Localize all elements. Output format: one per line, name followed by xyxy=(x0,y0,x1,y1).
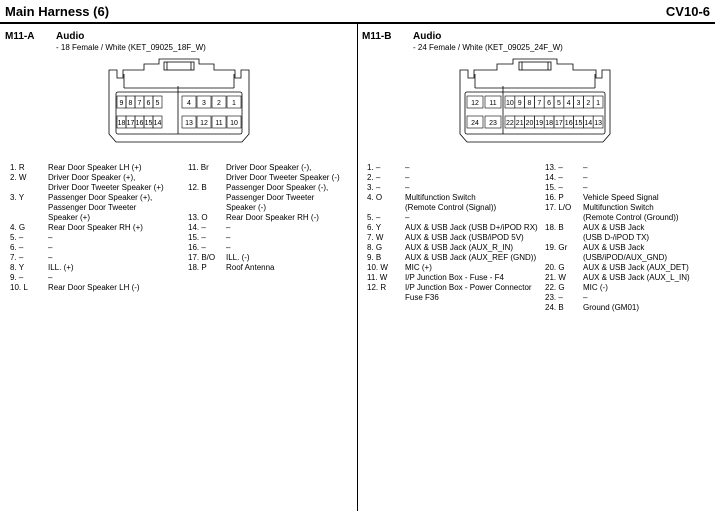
pin-description: Rear Door Speaker LH (+) xyxy=(48,163,142,172)
pin-cell-label: 14 xyxy=(584,120,593,127)
pin-description: Driver Door Speaker (+), xyxy=(48,173,136,182)
pin-cell-label: 18 xyxy=(117,120,126,127)
pin-description: – xyxy=(583,293,588,302)
pin-description: Passenger Door Tweeter xyxy=(226,193,315,202)
pin-cell-label: 3 xyxy=(202,100,206,107)
pin-number: 16. P xyxy=(545,193,564,202)
pin-number: 2. – xyxy=(367,173,381,182)
pin-cell-label: 13 xyxy=(594,120,602,127)
pin-cell-label: 12 xyxy=(200,120,208,127)
pin-cell-label: 15 xyxy=(574,120,583,127)
pin-number: 22. G xyxy=(545,283,565,292)
pin-number: 11. W xyxy=(367,273,388,282)
pin-number: 4. G xyxy=(10,223,26,232)
pin-cell-label: 6 xyxy=(146,100,151,107)
pin-cell-label: 16 xyxy=(564,120,573,127)
pin-cell-label: 16 xyxy=(135,120,144,127)
pin-description: ILL. (-) xyxy=(226,253,250,262)
pin-cell-label: 11 xyxy=(215,120,223,127)
left-connector-diagram xyxy=(104,56,254,146)
pin-number: 1. – xyxy=(367,163,381,172)
pin-number: 17. B/O xyxy=(188,253,216,262)
pin-description: ILL. (+) xyxy=(48,263,74,272)
pin-description: – xyxy=(405,163,410,172)
pin-number: 12. B xyxy=(188,183,207,192)
pin-description: – xyxy=(48,243,53,252)
pin-cell-label: 6 xyxy=(547,100,552,107)
pin-description: AUX & USB Jack (AUX_REF (GND)) xyxy=(405,253,537,262)
page-header xyxy=(0,0,715,24)
pin-cell-label: 14 xyxy=(153,120,162,127)
pin-description: MIC (+) xyxy=(405,263,432,272)
pin-number: 24. B xyxy=(545,303,564,312)
pin-cell-label: 17 xyxy=(126,120,135,127)
pin-cell-label: 20 xyxy=(525,120,534,127)
pin-description: Passenger Door Speaker (-), xyxy=(226,183,329,192)
left-connector-code: M11-A xyxy=(5,31,35,42)
pin-cell-label: 5 xyxy=(556,100,561,107)
pin-cell-label: 3 xyxy=(576,100,581,107)
pin-number: 10. L xyxy=(10,283,28,292)
pin-cell-label: 23 xyxy=(489,120,497,127)
pin-description: – xyxy=(48,233,53,242)
pin-number: 17. L/O xyxy=(545,203,572,212)
pin-description: AUX & USB Jack xyxy=(583,223,645,232)
pin-number: 9. B xyxy=(367,253,382,262)
pin-description: Driver Door Speaker (-), xyxy=(226,163,312,172)
right-connector-title: Audio xyxy=(413,31,442,42)
pin-description: AUX & USB Jack (AUX_DET) xyxy=(583,263,689,272)
pin-description: – xyxy=(405,173,410,182)
pin-cell-label: 1 xyxy=(232,100,236,107)
pin-description: – xyxy=(405,183,410,192)
pin-cell-label: 4 xyxy=(566,100,571,107)
pin-cell-label: 10 xyxy=(506,100,514,107)
pin-description: AUX & USB Jack xyxy=(583,243,645,252)
pin-number: 21. W xyxy=(545,273,566,282)
pin-description: (USB D-/iPOD TX) xyxy=(583,233,650,242)
pin-description: Rear Door Speaker LH (-) xyxy=(48,283,140,292)
pin-cell-label: 2 xyxy=(217,100,221,107)
pin-cell-label: 5 xyxy=(155,100,160,107)
pin-cell-label: 19 xyxy=(535,120,544,127)
pin-number: 5. – xyxy=(10,233,24,242)
pin-cell-label: 12 xyxy=(471,100,479,107)
pin-description: Driver Door Tweeter Speaker (+) xyxy=(48,183,164,192)
page-title: Main Harness (6) xyxy=(5,4,110,19)
pin-number: 2. W xyxy=(10,173,27,182)
page-code: CV10-6 xyxy=(665,4,710,19)
pin-description: Vehicle Speed Signal xyxy=(583,193,659,202)
pin-number: 15. – xyxy=(188,233,206,242)
pin-description: – xyxy=(48,273,53,282)
pin-number: 7. W xyxy=(367,233,384,242)
pin-number: 13. O xyxy=(188,213,208,222)
pin-cell-label: 18 xyxy=(545,120,553,127)
right-connector-diagram xyxy=(455,56,615,146)
pin-cell-label: 1 xyxy=(596,100,601,107)
pin-description: – xyxy=(583,173,588,182)
pin-description: Driver Door Tweeter Speaker (-) xyxy=(226,173,340,182)
pin-cell-label: 15 xyxy=(144,120,153,127)
pin-number: 14. – xyxy=(188,223,206,232)
pin-description: AUX & USB Jack (USB D+/iPOD RX) xyxy=(405,223,538,232)
pin-description: – xyxy=(405,213,410,222)
pin-number: 6. Y xyxy=(367,223,382,232)
pin-number: 7. – xyxy=(10,253,24,262)
pin-description: I/P Junction Box - Power Connector xyxy=(405,283,532,292)
pin-description: AUX & USB Jack (AUX_R_IN) xyxy=(405,243,514,252)
pin-description: – xyxy=(48,253,53,262)
pin-number: 4. O xyxy=(367,193,383,202)
pin-description: (Remote Control (Ground)) xyxy=(583,213,679,222)
right-connector-code: M11-B xyxy=(362,31,392,42)
pin-cell-label: 21 xyxy=(515,120,524,127)
pin-number: 11. Br xyxy=(188,163,209,172)
pin-description: Speaker (+) xyxy=(48,213,91,222)
pin-description: – xyxy=(583,183,588,192)
pin-number: 14. – xyxy=(545,173,563,182)
pin-number: 15. – xyxy=(545,183,563,192)
pin-number: 1. R xyxy=(10,163,25,172)
pin-description: Multifunction Switch xyxy=(583,203,654,212)
pin-cell-label: 13 xyxy=(185,120,193,127)
pin-description: MIC (-) xyxy=(583,283,608,292)
pin-description: Speaker (-) xyxy=(226,203,267,212)
pin-description: Passenger Door Speaker (+), xyxy=(48,193,153,202)
pin-cell-label: 4 xyxy=(187,100,191,107)
left-connector-title: Audio xyxy=(56,31,85,42)
pin-cell-label: 9 xyxy=(119,100,124,107)
pin-number: 3. – xyxy=(367,183,381,192)
pin-description: AUX & USB Jack (AUX_L_IN) xyxy=(583,273,690,282)
pin-description: – xyxy=(226,223,231,232)
pin-number: 3. Y xyxy=(10,193,25,202)
pin-number: 10. W xyxy=(367,263,388,272)
pin-description: Fuse F36 xyxy=(405,293,439,302)
pin-number: 18. B xyxy=(545,223,564,232)
pin-number: 19. Gr xyxy=(545,243,568,252)
pin-description: I/P Junction Box - Fuse - F4 xyxy=(405,273,505,282)
pin-number: 6. – xyxy=(10,243,24,252)
pin-cell-label: 22 xyxy=(506,120,514,127)
pin-cell-label: 17 xyxy=(555,120,563,127)
pin-description: Ground (GM01) xyxy=(583,303,640,312)
pin-cell-label: 7 xyxy=(137,100,142,107)
pin-cell-label: 24 xyxy=(471,120,479,127)
pin-number: 23. – xyxy=(545,293,563,302)
pin-number: 13. – xyxy=(545,163,563,172)
pin-cell-label: 2 xyxy=(586,100,591,107)
pin-number: 12. R xyxy=(367,283,387,292)
pin-number: 9. – xyxy=(10,273,24,282)
pin-description: (USB/iPOD/AUX_GND) xyxy=(583,253,668,262)
pin-description: Multifunction Switch xyxy=(405,193,476,202)
pin-number: 16. – xyxy=(188,243,206,252)
pin-cell-label: 11 xyxy=(489,100,497,107)
pin-number: 8. Y xyxy=(10,263,25,272)
pin-description: AUX & USB Jack (USB/iPOD 5V) xyxy=(405,233,524,242)
pin-cell-label: 10 xyxy=(230,120,238,127)
pin-cell-label: 9 xyxy=(517,100,522,107)
pin-description: – xyxy=(583,163,588,172)
pin-description: (Remote Control (Signal)) xyxy=(405,203,497,212)
pin-description: Rear Door Speaker RH (+) xyxy=(48,223,143,232)
pin-description: Roof Antenna xyxy=(226,263,275,272)
left-connector-subtitle: - 18 Female / White (KET_09025_18F_W) xyxy=(56,43,206,52)
right-connector-subtitle: - 24 Female / White (KET_09025_24F_W) xyxy=(413,43,563,52)
column-divider xyxy=(357,24,358,511)
pin-description: Passenger Door Tweeter xyxy=(48,203,137,212)
pin-cell-label: 8 xyxy=(128,100,133,107)
pin-description: Rear Door Speaker RH (-) xyxy=(226,213,319,222)
pin-cell-label: 7 xyxy=(537,100,542,107)
pin-number: 18. P xyxy=(188,263,207,272)
pin-description: – xyxy=(226,243,231,252)
pin-description: – xyxy=(226,233,231,242)
pin-number: 5. – xyxy=(367,213,381,222)
pin-cell-label: 8 xyxy=(527,100,532,107)
pin-number: 8. G xyxy=(367,243,383,252)
pin-number: 20. G xyxy=(545,263,565,272)
